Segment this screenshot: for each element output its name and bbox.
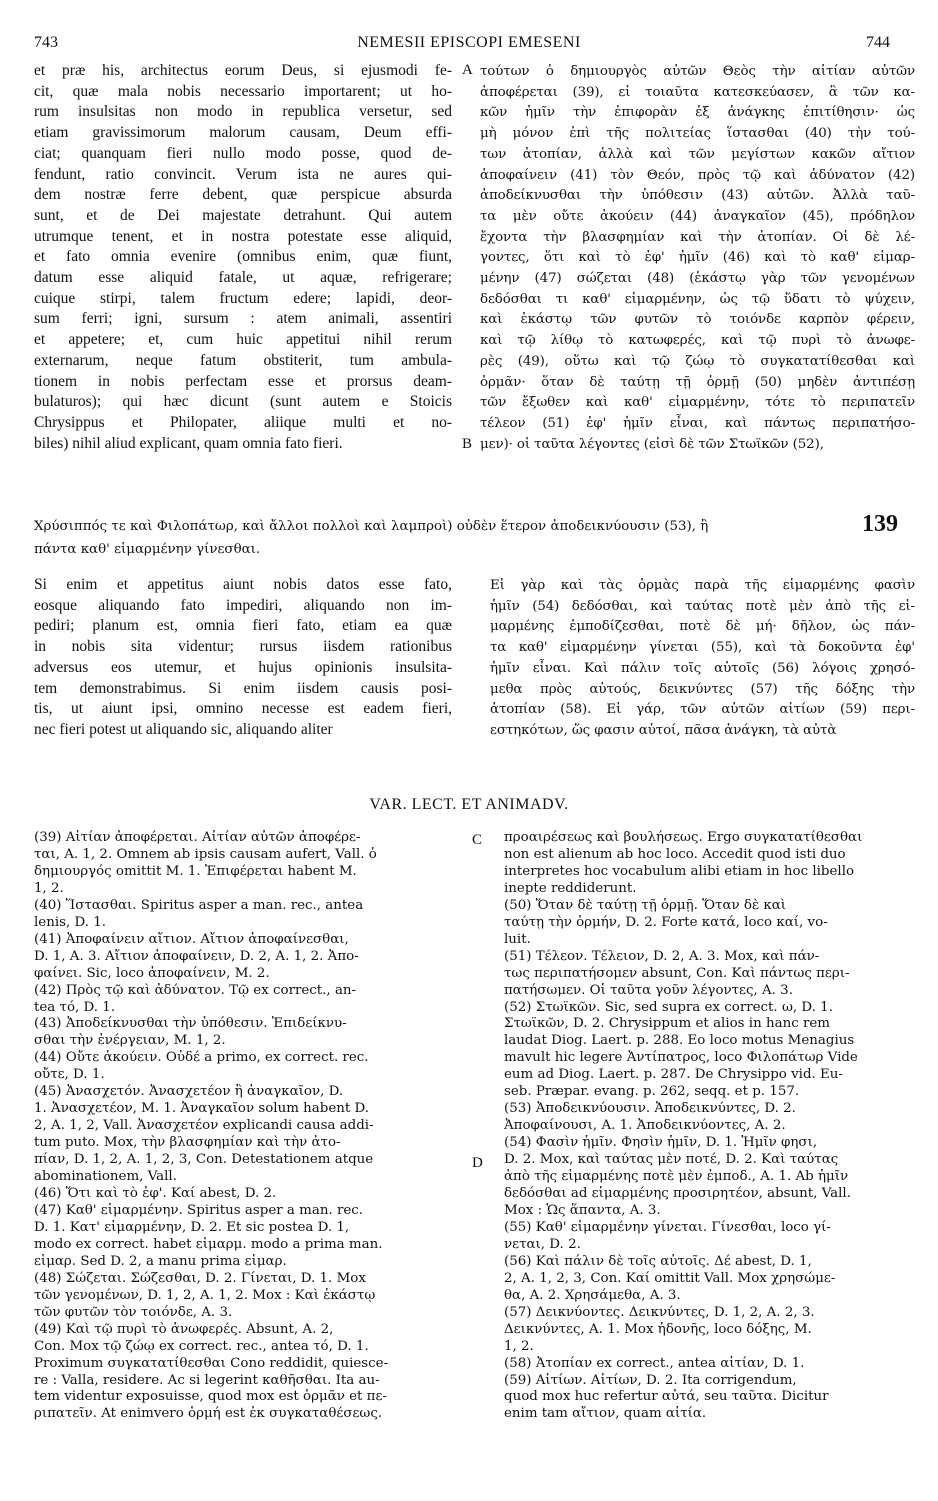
- latin-top-line: fendunt, ratio convincit. Verum ista ne aures qui-: [34, 165, 452, 183]
- greek-top-line: τέλεον (51) ἐφ' ἡμῖν εἶναι, καὶ πάντως περιπατήσο-: [480, 415, 915, 431]
- latin-top-line: cuique stirpi, talem fructum edere; lapidi, deor-: [34, 289, 452, 307]
- notes-left-line: σθαι τὴν ἐνέργειαν, M. 1, 2.: [34, 1033, 226, 1049]
- latin-top-line: sum ferri; igni, sursum : atem animali, assentiri: [34, 310, 452, 328]
- notes-right-line: quod mox huc refertur αὐτά, seu ταῦτα. Dicitur: [504, 1389, 829, 1405]
- greek-top-line: δεδόσθαι τι καθ' εἱμαρμένην, ὡς τῷ ὕδατι τὸ ψύχειν,: [480, 291, 915, 307]
- greek-top-line: ἔχοντα τὴν βλασφημίαν καὶ τὴν ἀτοπίαν. Οἱ δὲ λέ-: [480, 229, 915, 245]
- latin-top-line: externarum, neque fatum obstiterit, tum ambula-: [34, 351, 452, 369]
- greek-top-line: ἀποφέρεται (39), εἰ τοιαῦτα κατεσκεύασεν, ἃ τῶν κα-: [480, 84, 915, 100]
- notes-right-line: ἀπὸ τῆς εἱμαρμένης ποτὲ μὲν ἐμποδ., A. 1. Ab ἡμῖν: [504, 1169, 849, 1185]
- notes-left-line: lenis, D. 1.: [34, 914, 107, 930]
- notes-left-line: δημιουργός omittit M. 1. Ἐπιφέρεται habent M.: [34, 863, 357, 879]
- running-title: NEMESII EPISCOPI EMESENI: [357, 34, 581, 51]
- notes-right-line: Ἀποφαίνουσι, A. 1. Ἀποδεικνύοντες, A. 2.: [504, 1118, 786, 1134]
- latin-mid-line: nec fieri potest ut aliquando sic, aliquando aliter: [34, 720, 333, 738]
- notes-right-line: (52) Στωϊκῶν. Sic, sed supra ex correct. ω, D. 1.: [504, 999, 833, 1015]
- latin-top-line: dem nostræ ferre debent, quæ perspicue absurda: [34, 186, 452, 204]
- notes-right-line: πατήσωμεν. Οἱ ταῦτα γοῦν λέγοντες, A. 3.: [504, 982, 793, 998]
- greek-top-line: καὶ τῷ λίθῳ τὸ κατωφερές, καὶ τῷ πυρὶ τὸ ἀνωφε-: [480, 333, 915, 349]
- notes-right-line: (53) Ἀποδεικνύουσιν. Ἀποδεικνύντες, D. 2.: [504, 1101, 796, 1117]
- latin-top-line: etiam gravissimorum malorum causam, Deum effi-: [34, 124, 452, 142]
- margin-letter-a: A: [462, 62, 473, 78]
- latin-mid-line: pediri; planum est, omnia fieri fato, etiam ea quæ: [34, 617, 452, 635]
- latin-mid-line: in nobis sita videntur; rursus iisdem rationibus: [34, 638, 452, 656]
- notes-right-line: Mox : Ὡς ἅπαντα, A. 3.: [504, 1202, 661, 1218]
- notes-right-line: mavult hic legere Ἀντίπατρος, loco Φιλοπάτωρ Vide: [504, 1050, 858, 1066]
- page-number-left: 743: [34, 34, 58, 51]
- notes-left-line: (45) Ἀνασχετόν. Ἀνασχετέον ἢ ἀναγκαῖον, D.: [34, 1084, 344, 1100]
- notes-right-line: (51) Τέλεον. Τέλειον, D. 2, A. 3. Mox, καὶ πάν-: [504, 948, 820, 964]
- margin-letter-c: C: [472, 832, 483, 848]
- greek-top-line: τα μὲν οὔτε ἀκούειν (44) ἀναγκαῖον (45), πρόδηλον: [480, 208, 915, 224]
- notes-right-line: (55) Καθ' εἱμαρμένην γίνεται. Γίνεσθαι, loco γί-: [504, 1219, 831, 1235]
- notes-right-line: 1, 2.: [504, 1338, 534, 1354]
- notes-right-line: 2, A. 1, 2, 3, Con. Καί omittit Vall. Mox χρησώμε-: [504, 1270, 836, 1286]
- notes-left-line: εἱμαρ. Sed D. 2, a manu prima εἱμαρ.: [34, 1253, 287, 1269]
- notes-left-line: tum puto. Mox, τὴν βλασφημίαν καὶ τὴν ἀτο-: [34, 1135, 341, 1151]
- notes-left-line: D. 1. Κατ' εἱμαρμένην, D. 2. Et sic postea D. 1,: [34, 1219, 350, 1235]
- notes-right-line: interpretes hoc vocabulum alibi etiam in hoc libello: [504, 863, 855, 879]
- greek-top-line: τούτων ὁ δημιουργὸς αὐτῶν Θεὸς τὴν αἰτίαν αὐτῶν: [480, 64, 915, 79]
- notes-left-line: (46) Ὅτι καὶ τὸ ἐφ'. Καί abest, D. 2.: [34, 1186, 277, 1202]
- notes-left-line: tea τό, D. 1.: [34, 999, 116, 1015]
- latin-top-line: tionem in nobis perfectam esse et prorsus deam-: [34, 372, 452, 390]
- greek-mid-line: Εἰ γὰρ καὶ τὰς ὁρμὰς παρὰ τῆς εἱμαρμένης φασὶν: [490, 578, 915, 593]
- latin-top-line: sunt, et de Dei majestate detrahunt. Qui autem: [34, 206, 452, 224]
- latin-text-top: [34, 61, 452, 454]
- notes-right-line: τως περιπατήσομεν absunt, Con. Καὶ πάντως περι-: [504, 965, 850, 981]
- notes-left-line: τῶν γενομένων, D. 1, 2, A. 1, 2. Mox : Καὶ ἑκάστῳ: [34, 1287, 376, 1303]
- latin-top-line: biles) nihil aliud explicant, quam omnia fato fieri.: [34, 434, 343, 452]
- notes-right-line: δεδόσθαι ad εἱμαρμένης προσιρητέον, absunt, Vall.: [504, 1186, 851, 1202]
- notes-right-line: luit.: [504, 931, 531, 947]
- latin-mid-line: tem demonstrabimus. Si enim iisdem causis posi-: [34, 679, 452, 697]
- greek-top-line: καὶ ἑκάστῳ τῶν φυτῶν τὸ τοιόνδε καρπὸν φέρειν,: [480, 312, 915, 328]
- greek-top-line: των ἀτοπίαν, ἀλλὰ καὶ τῶν μεγίστων κακῶν αἴτιον: [480, 146, 915, 162]
- notes-right-line: D. 2. Mox, καὶ ταύτας μὲν ποτέ, D. 2. Καὶ ταύτας: [504, 1152, 839, 1168]
- notes-left-line: (48) Σώζεται. Σώζεσθαι, D. 2. Γίνεται, D. 1. Mox: [34, 1270, 366, 1286]
- greek-top-line: ἀποδείκνυσθαι τὴν ὑπόθεσιν (43) αὐτῶν. Ἀλλὰ ταῦ-: [480, 188, 915, 204]
- greek-top-line: μὴ μόνον ἐπὶ τῆς πολιτείας ἵστασθαι (40) τὴν τού-: [480, 126, 915, 142]
- notes-right-line: (54) Φασὶν ἡμῖν. Φησὶν ἡμῖν, D. 1. Ἡμῖν φησι,: [504, 1135, 818, 1151]
- latin-top-line: ciat; quanquam fieri nullo modo posse, quod de-: [34, 144, 452, 162]
- latin-top-line: bulaturos); qui hæc dicunt (sunt autem e Stoicis: [34, 393, 452, 411]
- latin-mid-line: Si enim et appetitus aiunt nobis datos esse fato,: [34, 576, 452, 593]
- greek-mid-line: τα καθ' εἱμαρμένην γίνεται (55), καὶ τὰ δοκοῦντα ἐφ': [490, 640, 915, 656]
- notes-left-line: 2, A. 1, 2, Vall. Ἀνασχετέον explicandi causa addi-: [34, 1118, 374, 1134]
- notes-right-line: θα, A. 2. Χρησάμεθα, A. 3.: [504, 1287, 681, 1303]
- greek-full-line-2: πάντα καθ' εἱμαρμένην γίνεσθαι.: [34, 542, 261, 557]
- notes-left-line: tem videntur exposuisse, quod mox est ὁρμᾶν et πε-: [34, 1389, 387, 1405]
- notes-right-line: νεται, D. 2.: [504, 1236, 581, 1252]
- notes-right-column: [504, 830, 912, 1423]
- latin-top-line: et præ his, architectus eorum Deus, si ejusmodi fe-: [34, 62, 452, 79]
- notes-left-line: re : Valla, residere. Ac si legerint καθῆσθαι. Ita au-: [34, 1372, 380, 1388]
- notes-left-line: Proximum συγκατατίθεσθαι Cono reddidit, quiesce-: [34, 1355, 389, 1371]
- latin-top-line: et appetere; et, cum huic appetitui nihil rerum: [34, 331, 452, 349]
- greek-top-line: μένην (47) σώζεται (48) (ἑκάστῳ γὰρ τῶν γενομένων: [480, 271, 915, 287]
- notes-left-line: ται, A. 1, 2. Omnem ab ipsis causam aufert, Vall. ὁ: [34, 846, 377, 862]
- notes-right-line: (50) Ὅταν δὲ ταύτῃ τῇ ὁρμῇ. Ὅταν δὲ καὶ: [504, 897, 787, 913]
- margin-letter-d: D: [472, 1155, 483, 1171]
- notes-right-line: (58) Ἀτοπίαν ex correct., antea αἰτίαν, D. 1.: [504, 1355, 805, 1371]
- notes-left-line: (42) Πρὸς τῷ καὶ ἀδύνατον. Τῷ ex correct., an-: [34, 982, 357, 998]
- notes-right-line: enim tam αἴτιον, quam αἰτία.: [504, 1406, 707, 1422]
- notes-left-line: ριπατεῖν. At enimvero ὁρμή est ἐκ συγκαταθέσεως.: [34, 1406, 383, 1422]
- notes-right-line: eum ad Diog. Laert. p. 287. De Chrysippo vid. Eu-: [504, 1067, 843, 1083]
- notes-left-line: 1. Ἀνασχετέον, M. 1. Ἀναγκαῖον solum habent D.: [34, 1101, 370, 1117]
- greek-top-line: ἀποφαίνειν (41) τὸν Θεόν, πρὸς τῷ καὶ ἀδύνατον (42): [480, 167, 915, 183]
- notes-right-line: inepte reddiderunt.: [504, 880, 637, 896]
- notes-left-line: (43) Ἀποδείκνυσθαι τὴν ὑπόθεσιν. Ἐπιδείκνυ-: [34, 1016, 347, 1032]
- notes-right-line: seb. Præpar. evang. p. 262, seqq. et p. 157.: [504, 1084, 800, 1100]
- margin-letter-b: B: [462, 436, 473, 452]
- notes-right-line: non est alienum ab hoc loco. Accedit quod isti duo: [504, 846, 846, 862]
- latin-top-line: datum esse aliquid fatale, ut aquæ, refrigerare;: [34, 269, 452, 287]
- latin-top-line: utrumque tenent, et in nostra potestate esse aliquid,: [34, 227, 452, 245]
- notes-left-line: (39) Αἰτίαν ἀποφέρεται. Αἰτίαν αὐτῶν ἀποφέρε-: [34, 830, 361, 845]
- latin-mid-line: tis, ut aiunt ipsi, omnino necesse est eadem fieri,: [34, 700, 452, 718]
- notes-right-line: προαιρέσεως καὶ βουλήσεως. Ergo συγκατατίθεσθαι: [504, 830, 863, 845]
- greek-top-line: ρὲς (49), οὕτω καὶ τῷ ζώῳ τὸ συγκατατίθεσθαι καὶ: [480, 353, 915, 369]
- latin-top-line: cit, quæ mala nobis necessario importarent; ut ho-: [34, 82, 452, 100]
- latin-mid-line: adversus eos utemur, et hujus opinionis insulsita-: [34, 658, 452, 676]
- notes-left-column: [34, 830, 464, 1423]
- latin-top-line: Chrysippus et Philopater, aliique multi et no-: [34, 413, 452, 431]
- notes-right-line: laudat Diog. Laert. p. 288. Eo loco motus Menagius: [504, 1033, 855, 1049]
- notes-left-line: (47) Καθ' εἱμαρμένην. Spiritus asper a man. rec.: [34, 1202, 364, 1218]
- greek-mid-line: μαρμένης ἐμποδίζεσθαι, ποτὲ δὲ μή· δῆλον, ὡς πάν-: [490, 619, 915, 635]
- notes-left-line: (44) Οὔτε ἀκούειν. Οὐδέ a primo, ex correct. rec.: [34, 1050, 369, 1066]
- greek-top-line: μεν)· οἱ ταῦτα λέγοντες (εἰσὶ δὲ τῶν Στωϊκῶν (52),: [480, 436, 824, 452]
- notes-left-line: 1, 2.: [34, 880, 64, 896]
- greek-top-line: γοντες, ὅτι καὶ τὸ ἐφ' ἡμῖν (46) καὶ τὸ καθ' εἱμαρ-: [480, 250, 915, 266]
- page-number-right: 744: [866, 34, 890, 51]
- notes-left-line: (49) Καὶ τῷ πυρὶ τὸ ἀνωφερές. Absunt, A. 2,: [34, 1321, 334, 1337]
- notes-left-line: Con. Mox τῷ ζώῳ ex correct. rec., antea τό, D. 1.: [34, 1338, 369, 1354]
- notes-right-line: ταύτῃ τὴν ὁρμήν, D. 2. Forte κατά, loco καί, vo-: [504, 914, 828, 930]
- latin-top-line: rum insulsitas non modo in republica versetur, sed: [34, 103, 452, 121]
- greek-text-middle: [490, 576, 915, 742]
- notes-left-line: (40) Ἵστασθαι. Spiritus asper a man. rec., antea: [34, 897, 364, 913]
- greek-mid-line: ἀτοπίαν (58). Εἰ γάρ, τῶν αὐτῶν αἰτίων (59) περι-: [490, 702, 915, 718]
- notes-title: VAR. LECT. ET ANIMADV.: [369, 796, 569, 813]
- notes-left-line: οὔτε, D. 1.: [34, 1067, 105, 1083]
- greek-top-line: τῶν ἔξωθεν καὶ καθ' εἱμαρμένην, τότε τὸ περιπατεῖν: [480, 395, 915, 411]
- notes-left-line: πίαν, D. 1, 2, A. 1, 2, 3, Con. Detestationem atque: [34, 1152, 374, 1168]
- notes-right-line: Δεικνύντες, A. 1. Mox ἡδονῆς, loco δόξης, M.: [504, 1321, 812, 1337]
- notes-left-line: D. 1, A. 3. Αἴτιον ἀποφαίνειν, D. 2, A. 1, 2. Ἀπο-: [34, 948, 359, 964]
- notes-left-line: (41) Ἀποφαίνειν αἴτιον. Αἴτιον ἀποφαίνεσθαι,: [34, 931, 349, 947]
- greek-top-line: κῶν ἡμῖν τὴν ἐπιφορὰν ἐξ ἀνάγκης ἐπιτίθησιν· ὡς: [480, 105, 915, 121]
- section-number: 139: [862, 511, 898, 537]
- greek-full-line-1: Χρύσιππός τε καὶ Φιλοπάτωρ, καὶ ἄλλοι πολλοὶ καὶ λαμπροὶ) οὐδὲν ἕτερον ἀποδεικνύουσιν (53), ἢ: [34, 519, 709, 534]
- latin-top-line: et fato omnia evenire (omnibus enim, quæ fiunt,: [34, 248, 452, 266]
- notes-left-line: φαίνει. Sic, loco ἀποφαίνειν, M. 2.: [34, 965, 270, 981]
- latin-mid-line: eosque aliquando fato impediri, aliquando non im-: [34, 596, 452, 614]
- notes-right-line: (57) Δεικνύοντες. Δεικνύντες, D. 1, 2, A. 2, 3.: [504, 1304, 815, 1320]
- greek-mid-line: ἡμῖν (54) δεδόσθαι, καὶ ταύτας ποτὲ μὲν ἀπὸ τῆς εἱ-: [490, 598, 915, 614]
- greek-top-line: ὁρμᾶν· ὅταν δὲ ταύτῃ τῇ ὁρμῇ (50) μηδὲν ἀντιπέσῃ: [480, 374, 915, 390]
- greek-mid-line: ἡμῖν εἶναι. Καὶ πάλιν τοῖς αὐτοῖς (56) λόγοις χρησό-: [490, 660, 915, 676]
- greek-mid-line: εστηκότων, ὥς φασιν αὐτοί, πᾶσα ἀνάγκη, τὰ αὐτὰ: [490, 722, 837, 738]
- greek-mid-line: μεθα πρὸς αὐτούς, δεικνύντες (57) τῆς δόξης τὴν: [490, 681, 915, 697]
- greek-text-top: [480, 62, 915, 455]
- notes-left-line: τῶν φυτῶν τὸν τοιόνδε, A. 3.: [34, 1304, 233, 1320]
- notes-left-line: abominationem, Vall.: [34, 1169, 177, 1185]
- notes-right-line: (56) Καὶ πάλιν δὲ τοῖς αὐτοῖς. Δέ abest, D. 1,: [504, 1253, 812, 1269]
- latin-text-middle: [34, 575, 452, 741]
- notes-right-line: (59) Αἰτίων. Αἰτίων, D. 2. Ita corrigendum,: [504, 1372, 797, 1388]
- notes-left-line: modo ex correct. habet εἱμαρμ. modo a prima man.: [34, 1236, 383, 1252]
- notes-right-line: Στωϊκῶν, D. 2. Chrysippum et alios in hanc rem: [504, 1016, 830, 1032]
